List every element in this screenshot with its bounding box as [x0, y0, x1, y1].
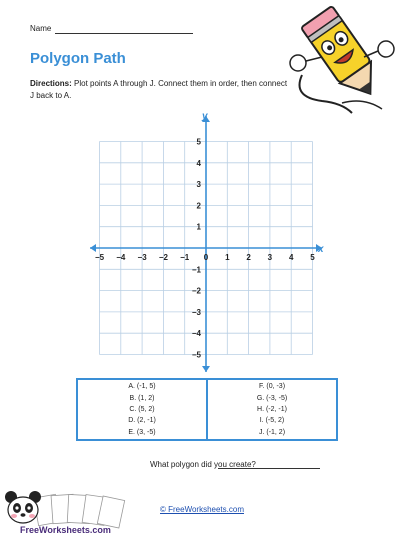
- point-h: H. (-2, -1): [257, 405, 287, 413]
- point-a: A. (-1, 5): [128, 383, 156, 391]
- points-column-left: [78, 380, 206, 439]
- y-tick-label: −1: [191, 265, 201, 275]
- footer-link[interactable]: © FreeWorksheets.com: [160, 505, 244, 514]
- point-g: G. (-3, -5): [256, 394, 288, 402]
- x-tick-label: −2: [158, 253, 168, 262]
- x-tick-label: −3: [137, 253, 147, 262]
- y-tick-label: −3: [191, 307, 201, 317]
- x-tick-label: 0: [203, 253, 209, 262]
- y-tick-label: 1: [196, 222, 201, 232]
- point-f: F. (0, -3): [258, 383, 286, 391]
- answer-line[interactable]: [218, 468, 320, 469]
- panda-icon: [2, 490, 150, 536]
- point-c: C. (5, 2): [129, 405, 155, 413]
- directions-label: Directions:: [30, 79, 72, 88]
- y-tick-label: −5: [191, 350, 201, 360]
- x-tick-label: 1: [225, 253, 230, 262]
- directions: [30, 78, 290, 102]
- pencil-mascot-icon: [282, 5, 402, 115]
- x-tick-label: −4: [116, 253, 126, 262]
- x-tick-labels: [95, 253, 315, 262]
- y-tick-label: −2: [191, 286, 201, 296]
- point-b: B. (1, 2): [129, 394, 155, 402]
- x-axis-arrow-left: [90, 244, 96, 252]
- page-title: Polygon Path: [30, 50, 126, 67]
- x-tick-label: 4: [288, 253, 294, 262]
- x-tick-label: −5: [94, 253, 105, 262]
- point-e: E. (3, -5): [128, 428, 156, 436]
- directions-text: Plot points A through J. Connect them in order, then connect J back to A.: [30, 79, 288, 100]
- x-axis-label: x: [318, 244, 324, 255]
- x-tick-label: 2: [246, 253, 251, 262]
- coordinate-grid[interactable]: [86, 110, 326, 376]
- y-tick-label: −4: [191, 329, 201, 339]
- polygon-question: What polygon did you create?: [150, 460, 256, 469]
- y-tick-label: 4: [196, 158, 201, 168]
- y-axis-label: y: [202, 111, 208, 122]
- logo-text: FreeWorksheets.com: [20, 525, 111, 535]
- axes: [90, 116, 322, 372]
- point-i: I. (-5, 2): [259, 417, 285, 425]
- point-d: D. (2, -1): [128, 417, 156, 425]
- points-table: [76, 378, 338, 441]
- x-tick-label: 5: [310, 253, 315, 262]
- y-tick-label: 3: [196, 180, 201, 190]
- y-axis-arrow-bottom: [202, 366, 210, 372]
- x-tick-label: −1: [180, 253, 190, 262]
- y-tick-label: 2: [196, 201, 201, 211]
- points-column-right: [206, 380, 336, 439]
- name-line[interactable]: [55, 33, 193, 34]
- y-tick-label: 5: [196, 137, 201, 147]
- point-j: J. (-1, 2): [258, 428, 286, 436]
- name-label: Name: [30, 24, 52, 33]
- x-tick-label: 3: [267, 253, 273, 262]
